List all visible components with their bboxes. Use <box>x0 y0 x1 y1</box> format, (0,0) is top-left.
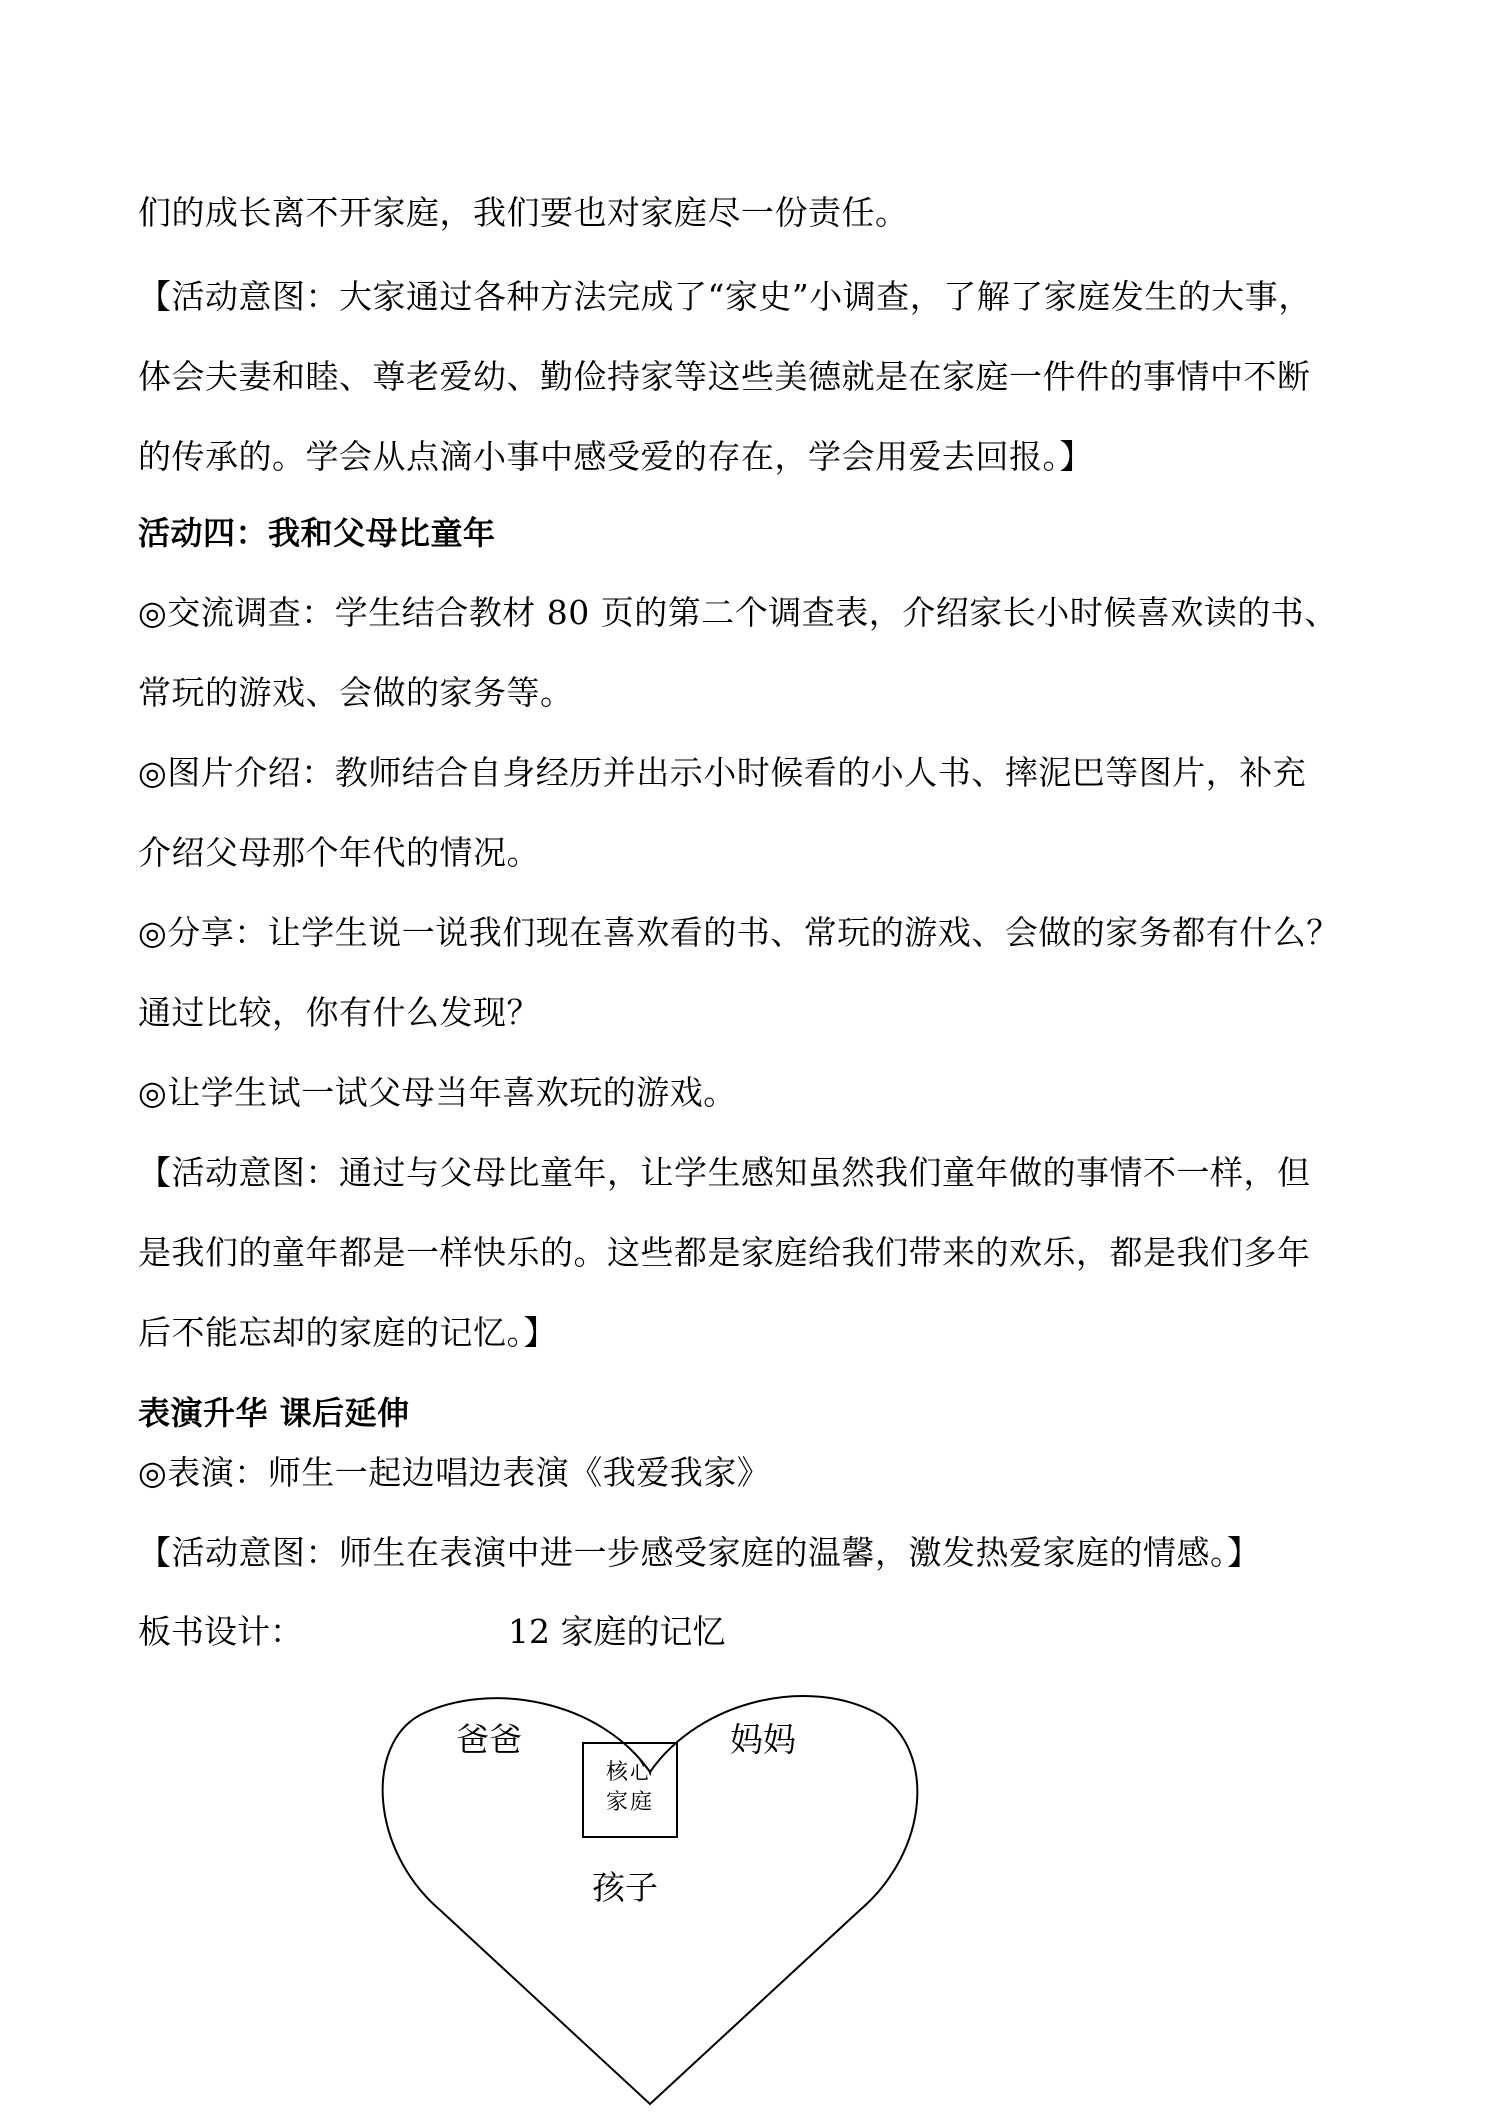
intent-note-line: 的传承的。学会从点滴小事中感受爱的存在，学会用爱去回报。】 <box>138 437 1093 476</box>
board-child: 孩子 <box>592 1868 658 1907</box>
section-heading-activity-four: 活动四：我和父母比童年 <box>138 514 496 552</box>
intent-note-line: 后不能忘却的家庭的记忆。】 <box>138 1313 557 1352</box>
paragraph-line: 们的成长离不开家庭，我们要也对家庭尽一份责任。 <box>138 193 909 232</box>
paragraph-line: 介绍父母那个年代的情况。 <box>138 833 540 872</box>
board-mother: 妈妈 <box>730 1720 796 1759</box>
intent-note-line: 【活动意图：师生在表演中进一步感受家庭的温馨，激发热爱家庭的情感。】 <box>138 1533 1261 1572</box>
core-family-box <box>582 1742 678 1838</box>
core-family-line1: 核心 <box>605 1760 654 1785</box>
paragraph-line: ◎表演：师生一起边唱边表演《我爱我家》 <box>138 1453 771 1492</box>
core-family-line2: 家庭 <box>605 1790 654 1815</box>
intent-note-line: 体会夫妻和睦、尊老爱幼、勤俭持家等这些美德就是在家庭一件件的事情中不断 <box>138 357 1311 396</box>
section-heading-performance: 表演升华 课后延伸 <box>138 1394 410 1432</box>
board-design-title: 12 家庭的记忆 <box>508 1612 726 1651</box>
paragraph-line: ◎交流调查：学生结合教材 80 页的第二个调查表，介绍家长小时候喜欢读的书、 <box>138 593 1338 632</box>
intent-note-line: 【活动意图：通过与父母比童年，让学生感知虽然我们童年做的事情不一样，但 <box>138 1153 1311 1192</box>
board-design-label: 板书设计： <box>138 1612 303 1651</box>
paragraph-line: ◎让学生试一试父母当年喜欢玩的游戏。 <box>138 1073 737 1112</box>
intent-note-line: 【活动意图：大家通过各种方法完成了“家史”小调查，了解了家庭发生的大事， <box>138 277 1312 316</box>
paragraph-line: 通过比较，你有什么发现？ <box>138 993 540 1032</box>
paragraph-line: 常玩的游戏、会做的家务等。 <box>138 673 574 712</box>
intent-note-line: 是我们的童年都是一样快乐的。这些都是家庭给我们带来的欢乐，都是我们多年 <box>138 1233 1311 1272</box>
board-father: 爸爸 <box>456 1720 522 1759</box>
paragraph-line: ◎图片介绍：教师结合自身经历并出示小时候看的小人书、摔泥巴等图片，补充 <box>138 753 1307 792</box>
paragraph-line: ◎分享：让学生说一说我们现在喜欢看的书、常玩的游戏、会做的家务都有什么？ <box>138 913 1340 952</box>
